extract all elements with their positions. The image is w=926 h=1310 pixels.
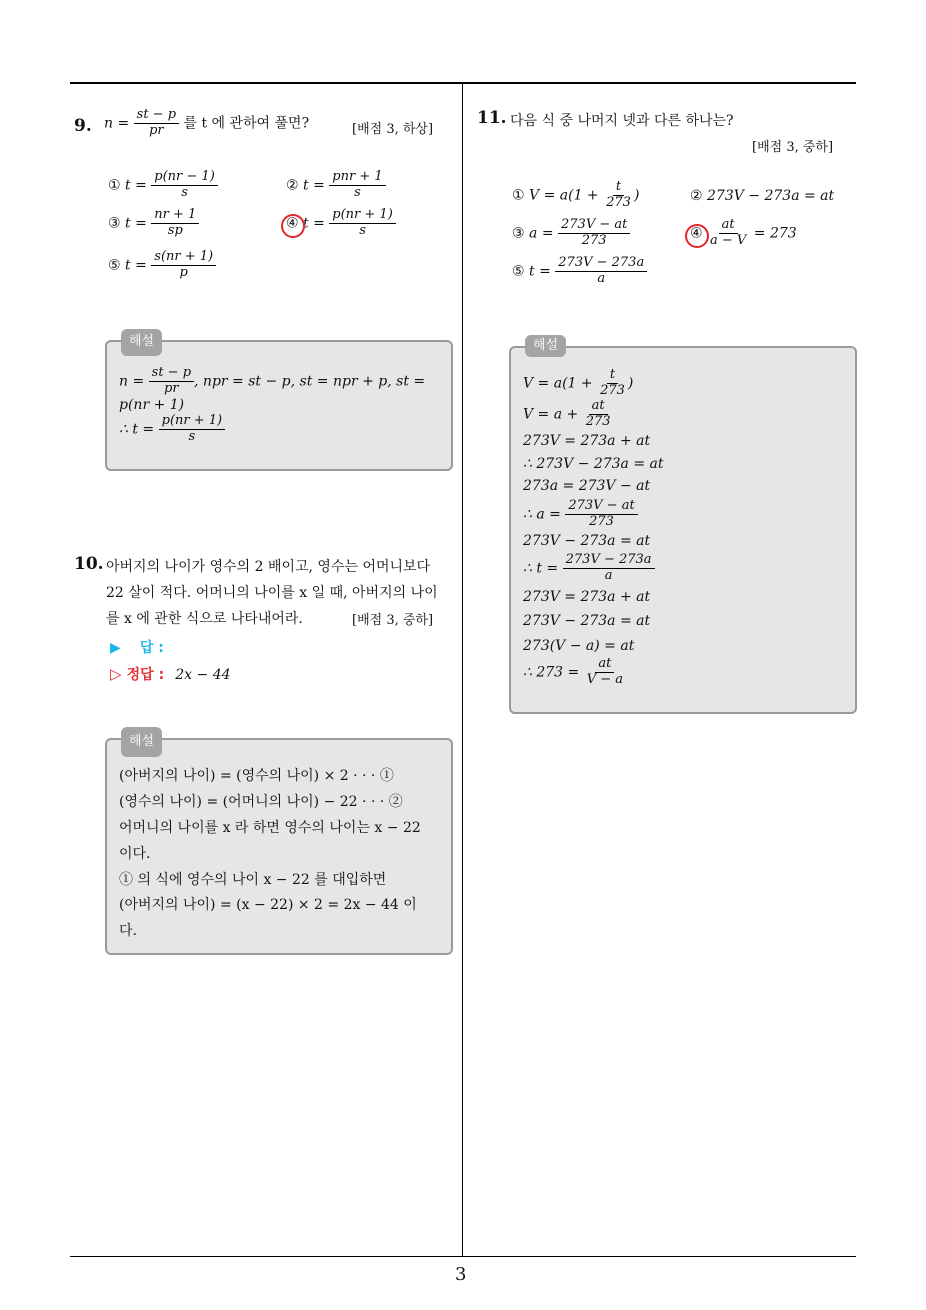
q9-stem-lhs: n =: [104, 115, 130, 132]
q10-answer-label: 답 :: [139, 640, 164, 656]
q11-answer-circle: [685, 224, 709, 248]
q11-solution-line: 273(V − a) = at: [523, 638, 635, 655]
q11-solution-line: ∴ a = $\frac{273V - at}{273}$: [523, 499, 843, 530]
q11-solution-line: 273V − 273a = at: [523, 533, 651, 550]
q10-solution-line: 다.: [119, 923, 137, 940]
q9-choice-2[interactable]: ② t = $\frac{\text{pnr + 1}}{s}$: [286, 170, 386, 201]
q9-solution-box: [105, 334, 453, 471]
q11-solution-line: ∴ 273 = $\frac{at}{V - a}$: [523, 656, 624, 688]
q11-text: 다음 식 중 나머지 넷과 다른 하나는?: [510, 113, 734, 129]
q11-number: 11.: [477, 108, 507, 128]
q10-correct-value: 2x − 44: [175, 667, 231, 683]
q11-choice-5[interactable]: ⑤ t = $\frac{273V - 273a}{a}$: [512, 256, 647, 287]
q9-solution-tag: 해설: [121, 329, 162, 356]
q11-solution-line: 273a = 273V − at: [523, 478, 651, 495]
q9-number: 9.: [74, 116, 92, 136]
top-rule: [70, 82, 856, 84]
q10-number: 10.: [74, 554, 104, 574]
q11-solution-line: V = a(1 + $\frac{t}{273}$ ): [523, 367, 634, 398]
q9-stem-fraction: $\frac{st - p}{pr}$: [134, 108, 179, 139]
q9-solution-line-2: p(nr + 1): [119, 396, 185, 413]
q9-solution-line-3: ∴ t = $\frac{p(nr + 1)}{s}$: [119, 414, 439, 445]
q10-line-3: 를 x 에 관한 식으로 나타내어라.: [106, 611, 303, 627]
q10-solution-line: (아버지의 나이) = (x − 22) × 2 = 2x − 44 이: [119, 897, 417, 914]
q10-correct-label: 정답 :: [126, 667, 165, 683]
q10-answer-row: [110, 637, 164, 657]
q10-meta: [배점 3, 중하]: [352, 613, 434, 628]
q10-solution-tag: 해설: [121, 727, 162, 757]
q11-choice-1[interactable]: ① V = a(1 + $\frac{t}{273}$ ): [512, 179, 640, 210]
q10-line-1: 아버지의 나이가 영수의 2 배이고, 영수는 어머니보다: [106, 559, 431, 575]
q11-choice-3[interactable]: ③ a = $\frac{273V - at}{273}$: [512, 218, 630, 249]
q9-choice-1[interactable]: ① t = $\frac{p(nr - 1)}{s}$: [108, 170, 218, 201]
q11-solution-tag: 해설: [525, 335, 566, 357]
q11-solution-line: 273V − 273a = at: [523, 613, 651, 630]
q11-solution-line: 273V = 273a + at: [523, 588, 651, 605]
q10-correct-row: [110, 664, 231, 684]
q11-solution-line: ∴ 273V − 273a = at: [523, 455, 664, 472]
q10-solution-line: 이다.: [119, 845, 151, 862]
q9-stem: [104, 108, 309, 139]
q9-choice-3[interactable]: ③ t = $\frac{nr + 1}{sp}$: [108, 208, 199, 239]
q10-solution-line: 어머니의 나이를 x 라 하면 영수의 나이는 x − 22: [119, 819, 421, 836]
q9-stem-text: 를 t 에 관하여 풀면?: [183, 115, 310, 132]
play-icon: ▶: [110, 640, 121, 656]
q11-choice-4[interactable]: ④ $\frac{at}{a - V}$ = 273: [690, 217, 797, 248]
q9-choice-5[interactable]: ⑤ t = $\frac{s(nr + 1)}{p}$: [108, 250, 216, 281]
q10-solution-line: ① 의 식에 영수의 나이 x − 22 를 대입하면: [119, 871, 387, 888]
q9-choice-4[interactable]: ④ t = $\frac{p(nr + 1)}{s}$: [286, 208, 396, 239]
q11-choice-2[interactable]: ② 273V − 273a = at: [690, 188, 835, 204]
q9-solution-line-1: n = $\frac{st - p}{pr}$ , npr = st − p, st = npr + p, st =: [119, 365, 426, 396]
q11-solution-line: ∴ t = $\frac{273V - 273a}{a}$: [523, 553, 843, 584]
q11-solution-line: 273V = 273a + at: [523, 432, 651, 449]
bottom-rule: [70, 1256, 856, 1257]
page-number: 3: [455, 1264, 467, 1285]
q11-solution-line: V = a + $\frac{at}{273}$: [523, 397, 611, 429]
q9-meta: [배점 3, 하상]: [352, 122, 434, 137]
play-outline-icon: ▷: [110, 665, 122, 683]
q10-solution-line: (아버지의 나이) = (영수의 나이) × 2 · · · ①: [119, 768, 394, 784]
q10-solution-box: [105, 734, 453, 955]
q10-line-2: 22 살이 적다. 어머니의 나이를 x 일 때, 아버지의 나이: [106, 585, 438, 601]
q11-solution-box: [509, 338, 857, 714]
q10-solution-line: (영수의 나이) = (어머니의 나이) − 22 · · · ②: [119, 793, 403, 810]
q11-meta: [배점 3, 중하]: [752, 140, 834, 155]
q9-answer-circle: [281, 214, 305, 238]
column-divider: [462, 84, 463, 1257]
